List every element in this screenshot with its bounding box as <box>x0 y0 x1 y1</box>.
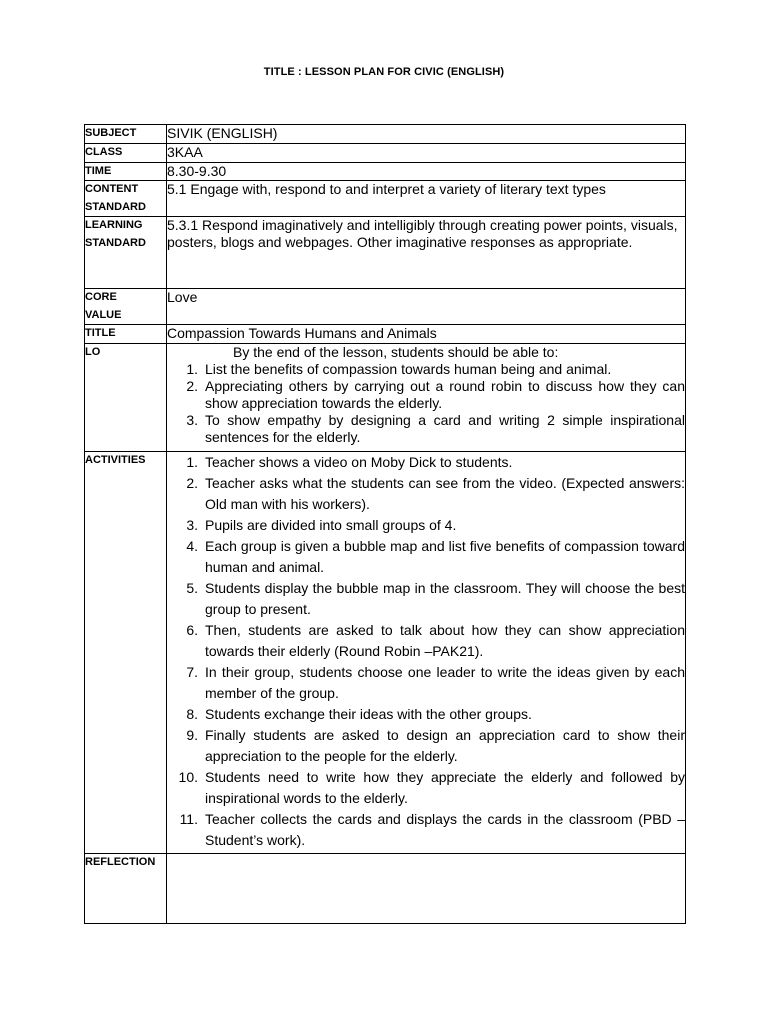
lo-intro: By the end of the lesson, students should be able to: <box>233 343 559 360</box>
list-item-number: 6. <box>186 621 198 638</box>
list-item-text: Each group is given a bubble map and list five benefits of compassion toward human and animal. <box>205 537 685 575</box>
label-subject: SUBJECT <box>85 125 167 144</box>
label-activities: ACTIVITIES <box>85 451 167 853</box>
label-lo: LO <box>85 343 167 451</box>
list-item-text: Appreciating others by carrying out a round robin to discuss how they can show appreciation towards the elderly. <box>205 377 685 411</box>
list-item-number: 8. <box>186 705 198 722</box>
list-item-text: Finally students are asked to design an appreciation card to show their appreciation to the people for the elderly. <box>205 726 685 764</box>
list-item <box>167 809 685 851</box>
value-title: Compassion Towards Humans and Animals <box>167 325 686 344</box>
value-time: 8.30-9.30 <box>167 162 686 181</box>
label-content-standard-line2: STANDARD <box>85 200 146 213</box>
row-reflection <box>85 853 686 923</box>
list-item-number: 2. <box>186 377 198 394</box>
list-item <box>167 536 685 578</box>
row-title <box>85 325 686 344</box>
list-item-text: In their group, students choose one leader to write the ideas given by each member of the group. <box>205 663 685 701</box>
label-core-value <box>85 289 167 325</box>
label-content-standard-line1: CONTENT <box>85 183 139 195</box>
list-item <box>167 378 685 412</box>
label-learning-standard <box>85 217 167 289</box>
label-core-value-line1: CORE <box>85 291 117 303</box>
row-content-standard <box>85 181 686 217</box>
label-learning-standard-line2: STANDARD <box>85 236 146 249</box>
row-subject <box>85 125 686 144</box>
list-item <box>167 767 685 809</box>
list-item-number: 5. <box>186 579 198 596</box>
value-activities <box>167 451 686 853</box>
list-item-text: Teacher collects the cards and displays the cards in the classroom (PBD – Student’s work). <box>205 810 685 848</box>
list-item <box>167 578 685 620</box>
list-item-number: 3. <box>186 411 198 428</box>
list-item-number: 4. <box>186 537 198 554</box>
label-learning-standard-line1: LEARNING <box>85 219 143 231</box>
row-time <box>85 162 686 181</box>
list-item-number: 10. <box>178 768 198 785</box>
list-item-number: 9. <box>186 726 198 743</box>
label-content-standard <box>85 181 167 217</box>
value-reflection <box>167 853 686 923</box>
value-subject: SIVIK (ENGLISH) <box>167 125 686 144</box>
value-learning-standard: 5.3.1 Respond imaginatively and intelligibly through creating power points, visuals, posters, blogs and webpages. Other imaginative responses as appropriate. <box>167 217 686 289</box>
value-core-value: Love <box>167 289 686 325</box>
list-item <box>167 704 685 725</box>
label-core-value-line2: VALUE <box>85 308 122 321</box>
list-item-number: 1. <box>186 360 198 377</box>
row-lo <box>85 343 686 451</box>
list-item-number: 11. <box>179 810 198 827</box>
row-class <box>85 144 686 163</box>
lo-list <box>167 361 685 446</box>
list-item-number: 2. <box>186 474 198 491</box>
list-item-number: 1. <box>186 453 198 470</box>
list-item <box>167 412 685 446</box>
label-class: CLASS <box>85 144 167 163</box>
label-title: TITLE <box>85 325 167 344</box>
list-item-text: Teacher shows a video on Moby Dick to students. <box>205 453 513 470</box>
list-item-number: 7. <box>186 663 198 680</box>
list-item <box>167 452 685 473</box>
list-item-text: Students need to write how they appreciate the elderly and followed by inspirational words to the elderly. <box>205 768 685 806</box>
row-core-value <box>85 289 686 325</box>
row-activities <box>85 451 686 853</box>
list-item <box>167 662 685 704</box>
list-item <box>167 620 685 662</box>
label-time: TIME <box>85 162 167 181</box>
list-item <box>167 361 685 378</box>
list-item-text: Students display the bubble map in the classroom. They will choose the best group to present. <box>205 579 685 617</box>
list-item <box>167 725 685 767</box>
label-reflection: REFLECTION <box>85 853 167 923</box>
list-item-text: Teacher asks what the students can see from the video. (Expected answers: Old man with his workers). <box>205 474 685 512</box>
list-item-text: Then, students are asked to talk about how they can show appreciation towards their elderly (Round Robin –PAK21). <box>205 621 685 659</box>
list-item-text: Students exchange their ideas with the other groups. <box>205 705 532 722</box>
list-item <box>167 473 685 515</box>
row-learning-standard <box>85 217 686 289</box>
value-content-standard: 5.1 Engage with, respond to and interpret a variety of literary text types <box>167 181 686 217</box>
lesson-plan-table <box>84 124 686 924</box>
list-item-number: 3. <box>186 516 198 533</box>
list-item-text: To show empathy by designing a card and writing 2 simple inspirational sentences for the elderly. <box>205 411 685 445</box>
value-lo <box>167 343 686 451</box>
list-item-text: Pupils are divided into small groups of 4. <box>205 516 457 533</box>
value-class: 3KAA <box>167 144 686 163</box>
list-item <box>167 515 685 536</box>
document-title: TITLE : LESSON PLAN FOR CIVIC (ENGLISH) <box>263 66 505 78</box>
activities-list <box>167 452 685 851</box>
list-item-text: List the benefits of compassion towards human being and animal. <box>205 360 612 377</box>
